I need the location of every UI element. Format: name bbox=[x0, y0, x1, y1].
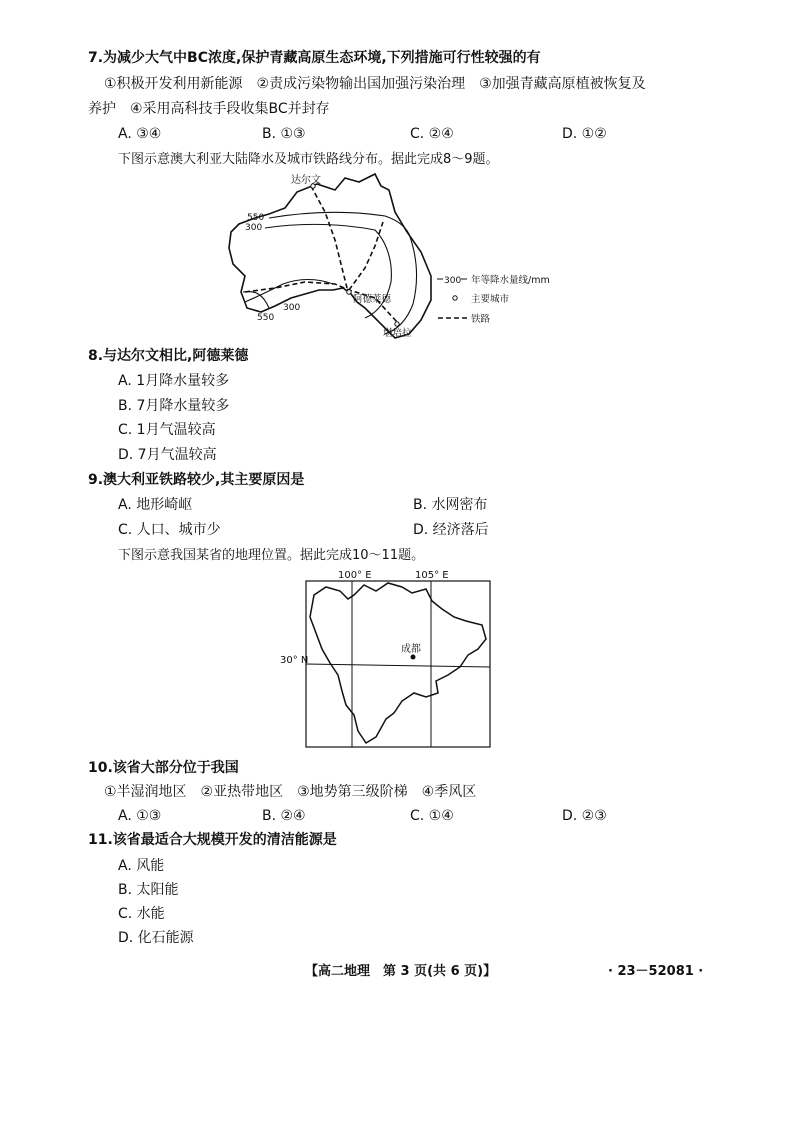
label-550-south: 550 bbox=[257, 313, 275, 323]
province-outline bbox=[310, 583, 486, 743]
label-lon-100: 100° E bbox=[338, 570, 372, 581]
q9-option-c: C. 人口、城市少 bbox=[118, 522, 221, 538]
q7-items-line2: 养护 ④采用高科技手段收集BC并封存 bbox=[88, 101, 330, 117]
q10-option-b: B. ②④ bbox=[262, 808, 306, 824]
q7-option-c: C. ②④ bbox=[410, 126, 454, 142]
page-footer: 【高二地理 第 3 页(共 6 页)】 bbox=[305, 964, 497, 979]
isohyet-550-east bbox=[385, 234, 416, 334]
railway-north-south bbox=[311, 186, 347, 288]
q11-option-b: B. 太阳能 bbox=[118, 882, 179, 898]
q9-stem: 9.澳大利亚铁路较少,其主要原因是 bbox=[88, 472, 305, 488]
label-300-north: 300 bbox=[245, 223, 263, 233]
q7-stem: 7.为减少大气中BC浓度,保护青藏高原生态环境,下列措施可行性较强的有 bbox=[88, 50, 541, 66]
railway-east bbox=[349, 222, 383, 290]
label-lat-30: 30° N bbox=[280, 655, 309, 666]
q8-option-c: C. 1月气温较高 bbox=[118, 422, 216, 438]
legend-city-marker bbox=[453, 296, 457, 300]
q11-stem: 11.该省最适合大规模开发的清洁能源是 bbox=[88, 832, 337, 848]
q7-option-b: B. ①③ bbox=[262, 126, 306, 142]
label-lon-105: 105° E bbox=[415, 570, 449, 581]
label-adelaide: 阿德莱德 bbox=[353, 294, 392, 305]
intro-8-9: 下图示意澳大利亚大陆降水及城市铁路线分布。据此完成8～9题。 bbox=[118, 152, 499, 167]
q8-option-b: B. 7月降水量较多 bbox=[118, 398, 230, 414]
q10-stem: 10.该省大部分位于我国 bbox=[88, 760, 239, 776]
q9-option-a: A. 地形崎岖 bbox=[118, 497, 193, 513]
exam-code: · 23－52081 · bbox=[608, 964, 704, 979]
q11-option-a: A. 风能 bbox=[118, 858, 165, 874]
q8-stem: 8.与达尔文相比,阿德莱德 bbox=[88, 348, 249, 364]
q9-option-d: D. 经济落后 bbox=[413, 522, 489, 538]
label-550-north: 550 bbox=[247, 213, 265, 223]
label-canberra: 堪培拉 bbox=[383, 328, 412, 339]
q7-items-line1: ①积极开发利用新能源 ②责成污染物输出国加强污染治理 ③加强青藏高原植被恢复及 bbox=[104, 76, 646, 92]
australia-map bbox=[225, 172, 565, 342]
city-chengdu-marker bbox=[411, 655, 416, 660]
q8-option-d: D. 7月气温较高 bbox=[118, 447, 217, 463]
label-chengdu: 成都 bbox=[401, 644, 421, 655]
q9-option-b: B. 水网密布 bbox=[413, 497, 488, 513]
q10-option-a: A. ①③ bbox=[118, 808, 162, 824]
city-adelaide-marker bbox=[347, 290, 351, 294]
legend-isohyet-value: 300 bbox=[444, 276, 462, 286]
province-map bbox=[276, 565, 498, 750]
label-darwin: 达尔文 bbox=[291, 175, 321, 186]
q10-option-c: C. ①④ bbox=[410, 808, 454, 824]
legend-rail-label: 铁路 bbox=[471, 314, 491, 325]
q10-option-d: D. ②③ bbox=[562, 808, 607, 824]
legend-isohyet-label: 年等降水量线/mm bbox=[471, 275, 550, 286]
q7-option-d: D. ①② bbox=[562, 126, 607, 142]
legend-city-label: 主要城市 bbox=[471, 294, 510, 305]
label-300-south: 300 bbox=[283, 303, 301, 313]
isohyet-550-north bbox=[269, 212, 409, 234]
q8-option-a: A. 1月降水量较多 bbox=[118, 373, 230, 389]
q10-items: ①半湿润地区 ②亚热带地区 ③地势第三级阶梯 ④季风区 bbox=[104, 784, 477, 800]
q11-option-d: D. 化石能源 bbox=[118, 930, 194, 946]
q11-option-c: C. 水能 bbox=[118, 906, 165, 922]
city-canberra-marker bbox=[395, 322, 399, 326]
q7-option-a: A. ③④ bbox=[118, 126, 162, 142]
intro-10-11: 下图示意我国某省的地理位置。据此完成10～11题。 bbox=[118, 548, 425, 563]
